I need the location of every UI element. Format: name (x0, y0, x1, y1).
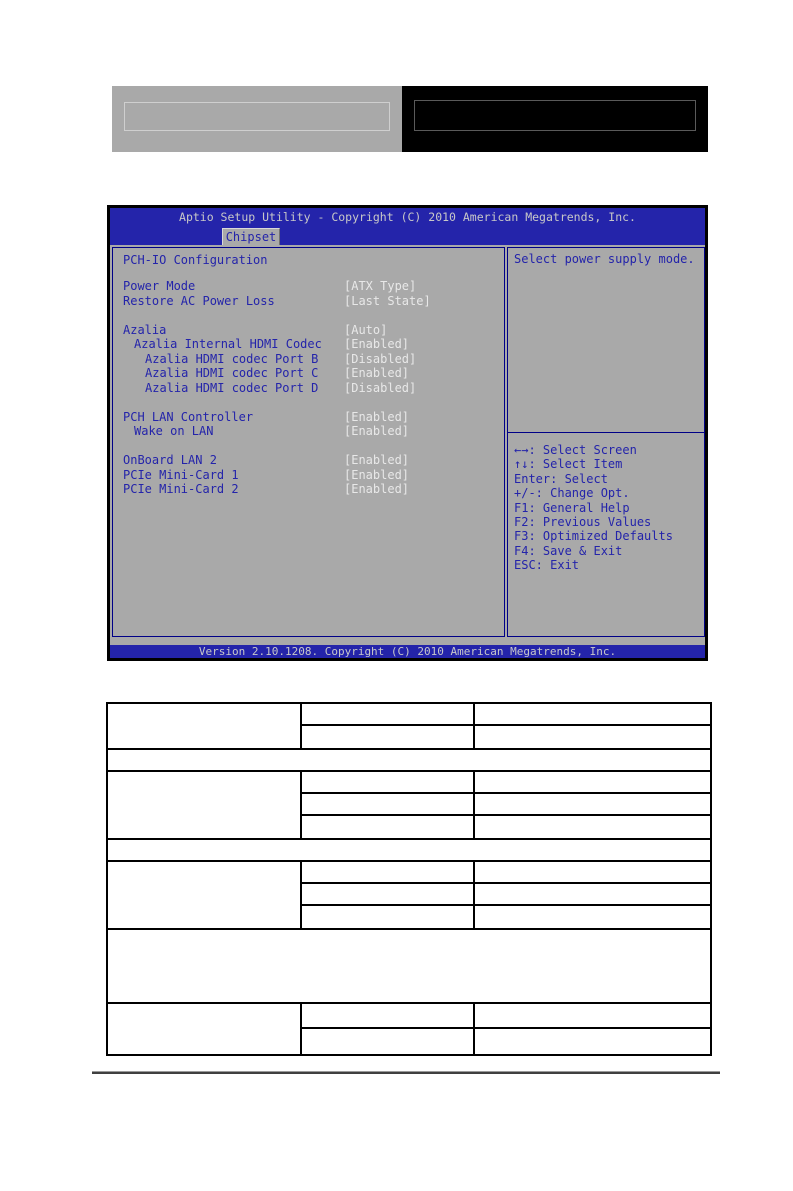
header-right-inner-box (414, 100, 696, 131)
help-pane-divider (508, 432, 704, 433)
bios-menu-item[interactable] (113, 468, 504, 483)
bios-version-bar: Version 2.10.1208. Copyright (C) 2010 American Megatrends, Inc. (110, 645, 705, 658)
bios-key-line: Enter: Select (514, 471, 608, 486)
spec-table-row (108, 930, 710, 1004)
bios-item-label: Azalia (123, 322, 167, 337)
bios-item-value: [ATX Type] (344, 279, 417, 293)
bios-item-label: PCIe Mini-Card 2 (123, 482, 239, 496)
bios-item-value: [Enabled] (344, 482, 410, 496)
bios-item-value: [Enabled] (344, 453, 410, 467)
bios-item-value: [Enabled] (344, 424, 410, 438)
spec-cell (475, 726, 710, 748)
bios-menu-item[interactable] (113, 381, 504, 396)
spec-cell (108, 704, 302, 748)
bios-item-label: Azalia HDMI codec Port B (145, 351, 319, 366)
bios-setup-screen (107, 205, 708, 661)
tab-chipset[interactable]: Chipset (222, 228, 280, 245)
spec-table-row (108, 704, 710, 750)
bios-key-line: ↑↓: Select Item (514, 457, 623, 472)
bios-menu-item[interactable] (113, 482, 504, 497)
bios-key-line: ←→: Select Screen (514, 443, 637, 457)
bios-item-label: Azalia Internal HDMI Codec (134, 337, 322, 351)
spec-cell (302, 884, 475, 904)
bios-item-value: [Enabled] (344, 366, 410, 380)
bios-item-value: [Last State] (344, 293, 431, 308)
footer-divider (92, 1071, 720, 1074)
bios-item-spacer (113, 395, 504, 410)
spec-cell (302, 1029, 475, 1054)
header-right-box (402, 86, 708, 152)
spec-cell (302, 794, 475, 814)
bios-help-text: Select power supply mode. (514, 252, 695, 266)
header-left-inner-box (124, 102, 390, 131)
spec-cell (302, 816, 475, 838)
bios-key-line: F2: Previous Values (514, 514, 652, 529)
bios-item-label: Azalia HDMI codec Port D (145, 380, 319, 395)
bios-key-line: +/-: Change Opt. (514, 486, 630, 501)
bios-item-label: Power Mode (123, 279, 196, 293)
spec-cell (302, 772, 475, 792)
spec-table (106, 702, 712, 1056)
spec-table-row (108, 840, 710, 862)
spec-cell (108, 862, 302, 928)
bios-options-pane (112, 247, 505, 637)
bios-menu-item[interactable] (113, 337, 504, 352)
spec-cell (475, 816, 710, 838)
bios-key-line: ESC: Exit (514, 558, 580, 573)
bios-item-value: [Enabled] (344, 409, 410, 424)
bios-item-spacer (113, 308, 504, 323)
bios-item-label: OnBoard LAN 2 (123, 453, 217, 467)
spec-cell (302, 1004, 475, 1027)
bios-item-value: [Auto] (344, 322, 388, 337)
spec-cell (108, 1004, 302, 1054)
bios-item-value: [Disabled] (344, 351, 417, 366)
spec-cell (475, 704, 710, 724)
bios-key-legend (514, 443, 702, 573)
bios-item-spacer (113, 439, 504, 454)
bios-item-value: [Enabled] (344, 467, 410, 482)
bios-menu-item[interactable] (113, 366, 504, 381)
bios-menu-item[interactable] (113, 424, 504, 439)
bios-menu-item[interactable] (113, 323, 504, 338)
bios-item-label: Wake on LAN (134, 424, 214, 438)
spec-table-row (108, 862, 710, 930)
spec-cell (475, 1004, 710, 1027)
bios-help-pane (507, 247, 705, 637)
spec-cell (475, 884, 710, 904)
spec-cell (302, 862, 475, 882)
bios-item-label: Restore AC Power Loss (123, 293, 275, 308)
bios-key-line: F3: Optimized Defaults (514, 529, 673, 544)
bios-item-value: [Enabled] (344, 337, 410, 351)
bios-menu-item[interactable] (113, 453, 504, 468)
spec-cell (475, 906, 710, 928)
bios-menu-item[interactable] (113, 294, 504, 309)
bios-menu-item[interactable] (113, 410, 504, 425)
bios-item-label: PCIe Mini-Card 1 (123, 467, 239, 482)
spec-cell (108, 772, 302, 838)
spec-table-row (108, 1004, 710, 1054)
spec-cell (475, 1029, 710, 1054)
bios-title-bar: Aptio Setup Utility - Copyright (C) 2010 American Megatrends, Inc. (110, 208, 705, 226)
spec-cell (302, 726, 475, 748)
spec-cell (475, 794, 710, 814)
bios-menu-item[interactable] (113, 279, 504, 294)
header-left-box (112, 86, 402, 152)
bios-item-label: Azalia HDMI codec Port C (145, 366, 319, 380)
bios-key-line: F4: Save & Exit (514, 543, 623, 558)
spec-cell (475, 772, 710, 792)
spec-cell (302, 906, 475, 928)
bios-item-value: [Disabled] (344, 380, 417, 395)
bios-menu-bar (110, 226, 705, 245)
spec-table-row (108, 772, 710, 840)
spec-table-row (108, 750, 710, 772)
bios-key-line: F1: General Help (514, 500, 630, 515)
bios-item-label: PCH LAN Controller (123, 409, 254, 424)
spec-cell (302, 704, 475, 724)
spec-cell (475, 862, 710, 882)
bios-item-list (113, 279, 504, 497)
bios-section-title: PCH-IO Configuration (123, 253, 268, 267)
bios-menu-item[interactable] (113, 352, 504, 367)
